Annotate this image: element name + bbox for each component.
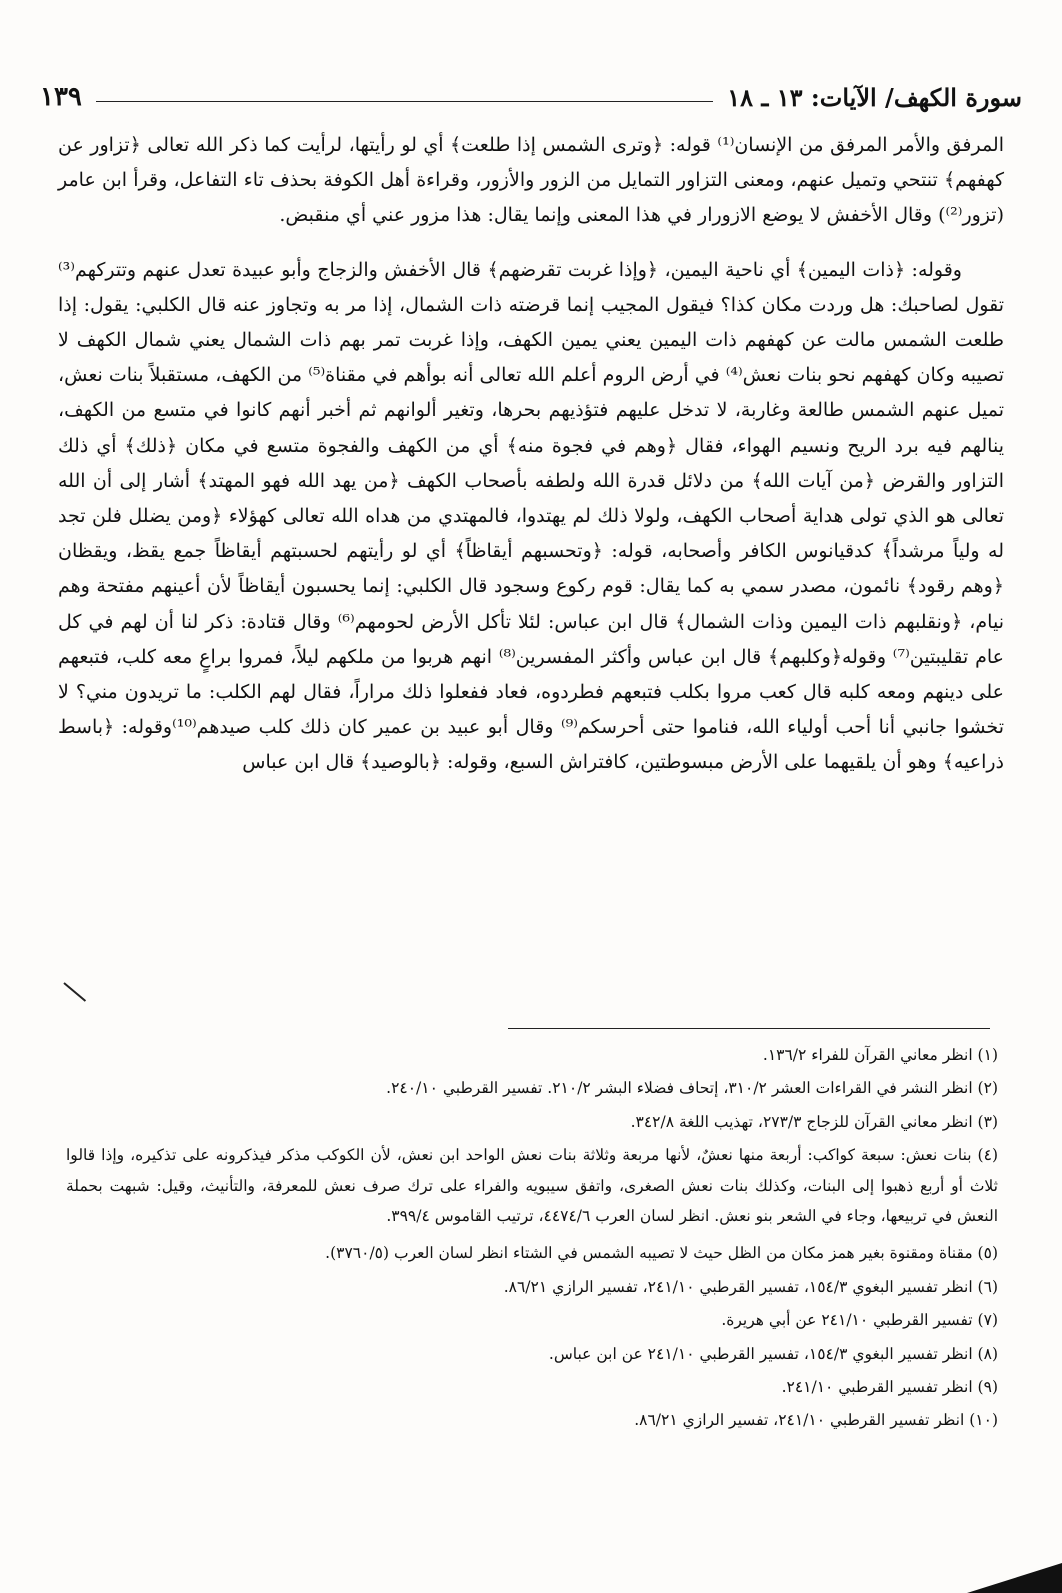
footnote: (٢) انظر النشر في القراءات العشر ٣١٠/٢، إتحاف فضلاء البشر ٢١٠/٢. تفسير القرطبي ٢٤٠/١٠. — [386, 1079, 998, 1098]
footnote: (٨) انظر تفسير البغوي ١٥٤/٣، تفسير القرطبي ٢٤١/١٠ عن ابن عباس. — [548, 1344, 998, 1363]
footnote: (٤) بنات نعش: سبعة كواكب: أربعة منها نعشٌ، لأنها مربعة وثلاثة بنات نعش الواحد ابن نعش، لأن الكوكب مذكر فيذكرونه على تذكيره، وإذا قالوا ثلاث أو أربع ذهبوا إلى البنات، وكذلك بنات نعش الصغرى، واتفق سيبويه والفراء على ترك صرف نعش للمعرفة، والتأنيث، وقيل: شبهت بحملة النعش في تربيعها، وجاء في الشعر بنو نعش. انظر لسان العرب ٤٤٧٤/٦، ترتيب القاموس ٣٩٩/٤. — [66, 1146, 998, 1226]
main-text — [58, 128, 1004, 781]
footnotes — [66, 1040, 998, 1439]
paragraph: المرفق والأمر المرفق من الإنسان⁽¹⁾ قوله: ﴿وترى الشمس إذا طلعت﴾ أي لو رأيتها، لرأيت كما ذكر الله تعالى ﴿تزاور عن كهفهم﴾ تنتحي وتميل عنهم، ومعنى التزاور التمايل من الزور والأزور، وقراءة أهل الكوفة بحذف تاء التفاعل، وقرأ ابن عامر (تزور⁽²⁾) وقال الأخفش لا يوضع الازورار في هذا المعنى وإنما يقال: هذا مزور عني أي منقبض. — [58, 134, 1004, 227]
header-rule — [96, 101, 713, 102]
paragraph: وقوله: ﴿ذات اليمين﴾ أي ناحية اليمين، ﴿وإذا غربت تقرضهم﴾ قال الأخفش والزجاج وأبو عبيدة تعدل عنهم وتتركهم⁽³⁾ تقول لصاحبك: هل وردت مكان كذا؟ فيقول المجيب إنما قرضته ذات الشمال، إذا مر به وتجاوز عنه قال الكلبي: يقول: إذا طلعت الشمس مالت عن كهفهم ذات اليمين يعني يمين الكهف، وإذا غربت تمر بهم ذات الشمال يعني شمال الكهف لا تصيبه وكان كهفهم نحو بنات نعش⁽⁴⁾ في أرض الروم أعلم الله تعالى أنه بوأهم في مقناة⁽⁵⁾ من الكهف، مستقبلاً بنات نعش، تميل عنهم الشمس طالعة وغاربة، لا تدخل عليهم فتؤذيهم بحرها، وتغير ألوانهم ثم أخبر أنهم كانوا في متسع من الكهف، ينالهم فيه برد الريح ونسيم الهواء، فقال ﴿وهم في فجوة منه﴾ أي من الكهف والفجوة متسع في مكان ﴿ذلك﴾ أي ذلك التزاور والقرض ﴿من آيات الله﴾ من دلائل قدرة الله ولطفه بأصحاب الكهف ﴿من يهد الله فهو المهتد﴾ أشار إلى أن الله تعالى هو الذي تولى هداية أصحاب الكهف، ولولا ذلك لم يهتدوا، فالمهتدي من هداه الله تعالى كهؤلاء ﴿ومن يضلل فلن تجد له ولياً مرشداً﴾ كدقيانوس الكافر وأصحابه، قوله: ﴿وتحسبهم أيقاظاً﴾ أي لو رأيتهم لحسبتهم أيقاظاً جمع يقظ، ويقظان ﴿وهم رقود﴾ نائمون، مصدر سمي به كما يقال: قوم ركوع وسجود قال الكلبي: إنما يحسبون أيقاظاً لأن أعينهم مفتحة وهم نيام، ﴿ونقلبهم ذات اليمين وذات الشمال﴾ قال ابن عباس: لئلا تأكل الأرض لحومهم⁽⁶⁾ وقال قتادة: ذكر لنا أن لهم في كل عام تقليبتين⁽⁷⁾ وقوله﴿وكلبهم﴾ قال ابن عباس وأكثر المفسرين⁽⁸⁾ انهم هربوا من ملكهم ليلاً، فمروا براعٍ معه كلب، فتبعهم على دينهم ومعه كلبه قال كعب مروا بكلب فتبعهم فطردوه، فعاد ففعلوا ذلك مراراً، فقال لهم الكلب: ما تريدون مني؟ لا تخشوا جانبي أنا أحب أولياء الله، فناموا حتى أحرسكم⁽⁹⁾ وقال أبو عبيد بن عمير كان ذلك كلب صيدهم⁽¹⁰⁾وقوله: ﴿باسط ذراعيه﴾ وهو أن يلقيهما على الأرض مبسوطتين، كافتراش السبع، وقوله: ﴿بالوصيد﴾ قال ابن عباس — [58, 258, 1005, 774]
footnote: (٧) تفسير القرطبي ٢٤١/١٠ عن أبي هريرة. — [721, 1311, 998, 1330]
footnote: (٣) انظر معاني القرآن للزجاج ٢٧٣/٣، تهذيب اللغة ٣٤٢/٨. — [630, 1112, 998, 1131]
scan-corner-shadow — [967, 1563, 1062, 1593]
page-number: ١٣٩ — [40, 82, 82, 112]
footnote: (٩) انظر تفسير القرطبي ٢٤١/١٠. — [781, 1378, 998, 1397]
page-header — [40, 72, 1022, 112]
running-title: سورة الكهف/ الآيات: ١٣ ـ ١٨ — [727, 83, 1022, 112]
footnote-separator — [508, 1028, 990, 1029]
footnote: (١٠) انظر تفسير القرطبي ٢٤١/١٠، تفسير الرازي ٨٦/٢١. — [634, 1411, 998, 1430]
pen-stroke-mark — [63, 982, 86, 1002]
footnote: (٦) انظر تفسير البغوي ١٥٤/٣، تفسير القرطبي ٢٤١/١٠، تفسير الرازي ٨٦/٢١. — [503, 1277, 998, 1296]
footnote: (١) انظر معاني القرآن للفراء ١٣٦/٢. — [762, 1046, 998, 1064]
footnote: (٥) مقناة ومقنوة بغير همز مكان من الظل حيث لا تصيبه الشمس في الشتاء انظر لسان العرب (٣٧٦٠/٥). — [325, 1244, 998, 1263]
